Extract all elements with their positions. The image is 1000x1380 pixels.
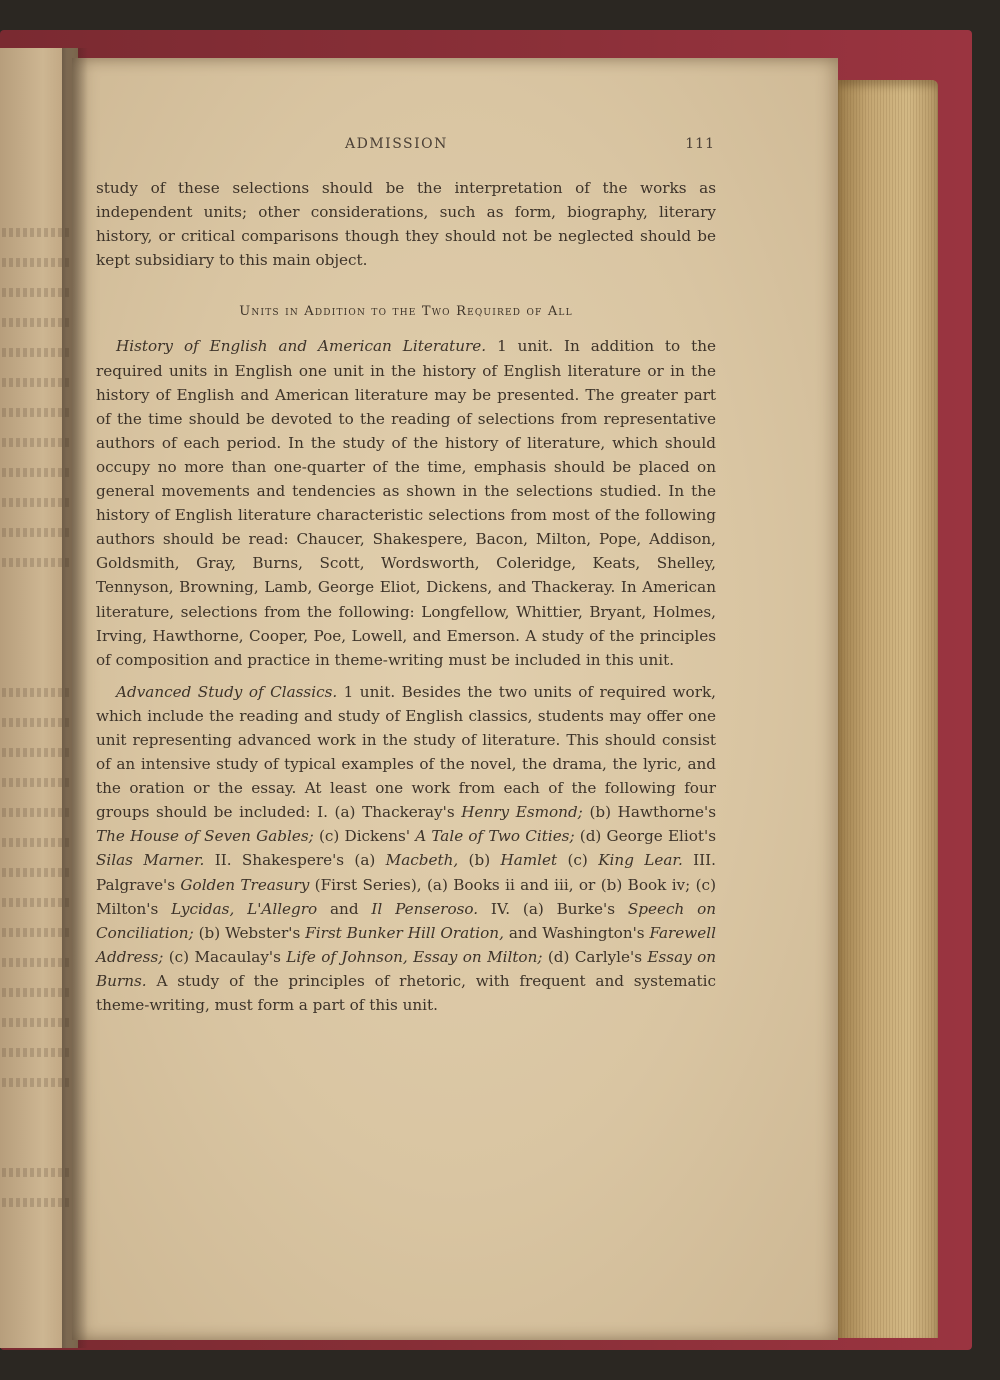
- history-paragraph: [96, 334, 716, 671]
- advanced-text: A study of the principles of rhetoric, with frequent and systematic theme-writing, must form a part of this unit.: [96, 971, 716, 1014]
- work-title: Essay on Burns.: [96, 947, 717, 990]
- advanced-text: (d) George Eliot's: [574, 827, 716, 846]
- advanced-title: Advanced Study of Classics.: [116, 682, 338, 701]
- section-heading: Units in Addition to the Two Required of All: [239, 304, 573, 320]
- work-title: Macbeth,: [385, 851, 459, 870]
- advanced-paragraph: [96, 680, 716, 1017]
- advanced-text: 1 unit. Besides the two units of required work, which include the reading and study of English classics, students may offer one unit representing advanced work in the study of literature. This should consist of an intensive study of typical examples of the novel, the drama, the lyric, and the oration or the essay. At least one work from each of the following four groups should be included: I. (a) Thackeray's: [96, 682, 716, 822]
- gutter-shadow: [62, 48, 88, 1348]
- work-title: Hamlet: [500, 851, 558, 870]
- work-title: Farewell Address;: [96, 923, 716, 966]
- advanced-text: (d) Carlyle's: [542, 947, 648, 966]
- page-number: 111: [685, 136, 715, 152]
- work-title: Speech on Conciliation;: [96, 899, 716, 942]
- advanced-text: II. Shakespere's (a): [204, 851, 386, 870]
- advanced-text: and Washington's: [503, 923, 650, 942]
- closed-page-edges: [838, 80, 938, 1338]
- work-title: Lycidas, L'Allegro: [171, 899, 318, 918]
- work-title: The House of Seven Gables;: [96, 827, 314, 846]
- work-title: Golden Treasury: [180, 875, 310, 894]
- work-title: Il Penseroso.: [371, 899, 479, 918]
- work-title: King Lear.: [598, 851, 683, 870]
- work-title: Henry Esmond;: [461, 803, 583, 822]
- history-title: History of English and American Literature.: [116, 337, 487, 356]
- work-title: Life of Johnson, Essay on Milton;: [286, 947, 543, 966]
- advanced-text: and: [317, 899, 372, 918]
- advanced-text: (b) Webster's: [193, 923, 306, 942]
- advanced-text: (b): [458, 851, 501, 870]
- advanced-text: (c): [557, 851, 599, 870]
- body-text: [96, 176, 716, 1017]
- work-title: A Tale of Two Cities;: [415, 827, 575, 846]
- advanced-text: (c) Macaulay's: [163, 947, 287, 966]
- running-head-title: ADMISSION: [345, 136, 448, 152]
- advanced-text: IV. (a) Burke's: [478, 899, 628, 918]
- advanced-text: (c) Dickens': [313, 827, 416, 846]
- work-title: First Bunker Hill Oration,: [305, 923, 504, 942]
- intro-paragraph: study of these selections should be the interpretation of the works as independent units; other considerations, such as form, biography, literary history, or critical comparisons though they should not be neglected should be kept subsidiary to this main object.: [96, 179, 716, 270]
- history-body: 1 unit. In addition to the required units in English one unit in the history of English literature or in the history of English and American literature may be presented. The greater part of the time should be devoted to the reading of selections from representative authors of each period. In the study of the history of literature, which should occupy no more than one-quarter of the time, emphasis should be placed on general movements and tendencies as shown in the selections studied. In the history of English literature characteristic selections from most of the following authors should be read: Chaucer, Shakespere, Bacon, Milton, Pope, Addison, Goldsmith, Gray, Burns, Scott, Wordsworth, Coleridge, Keats, Shelley, Tennyson, Browning, Lamb, George Eliot, Dickens, and Thackeray. In American literature, selections from the following: Longfellow, Whittier, Bryant, Holmes, Irving, Hawthorne, Cooper, Poe, Lowell, and Emerson. A study of the principles of composition and practice in theme-writing must be included in this unit.: [96, 337, 717, 669]
- advanced-text: III. Palgrave's: [96, 851, 716, 894]
- advanced-text: (First Series), (a) Books ii and iii, or (b) Book iv; (c) Milton's: [96, 875, 716, 918]
- work-title: Silas Marner.: [96, 851, 205, 870]
- running-head: [345, 136, 715, 156]
- advanced-text: (b) Hawthorne's: [582, 803, 716, 822]
